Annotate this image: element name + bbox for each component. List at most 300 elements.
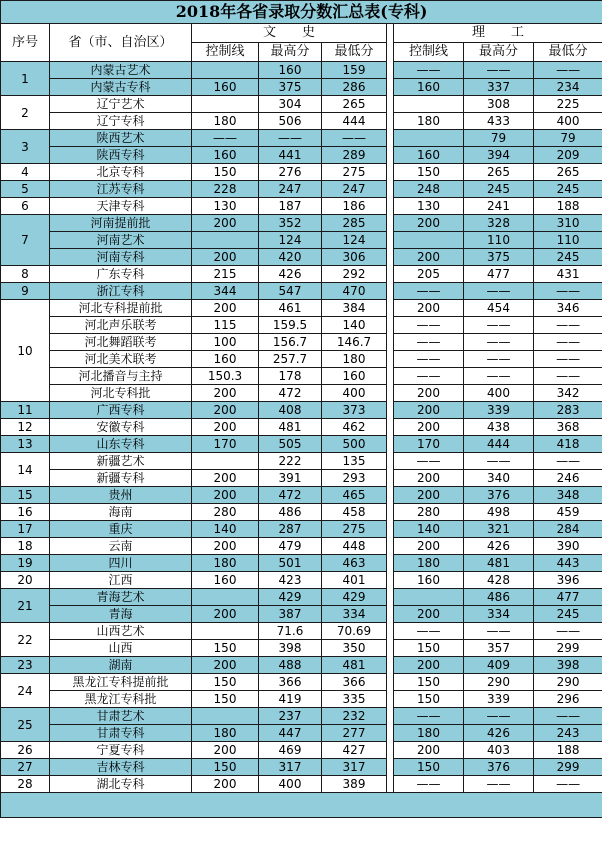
province-cell: 辽宁专科 <box>50 113 192 130</box>
wen-control-cell <box>192 589 259 606</box>
wen-max-cell: 441 <box>259 147 322 164</box>
li-min-cell: 296 <box>534 691 602 708</box>
wen-min-cell: 306 <box>322 249 387 266</box>
table-row <box>1 96 602 113</box>
li-max-cell: —— <box>464 351 534 368</box>
province-cell: 江西 <box>50 572 192 589</box>
wen-min-cell: 400 <box>322 385 387 402</box>
li-max-cell: 375 <box>464 249 534 266</box>
table-row <box>1 113 602 130</box>
wen-max-cell: 247 <box>259 181 322 198</box>
li-control-cell: 160 <box>394 147 464 164</box>
province-cell: 河北声乐联考 <box>50 317 192 334</box>
li-min-cell: 245 <box>534 181 602 198</box>
li-control-cell: 200 <box>394 385 464 402</box>
wen-control-cell: 200 <box>192 742 259 759</box>
wen-control-cell <box>192 96 259 113</box>
column-gap <box>387 198 394 215</box>
column-gap <box>387 708 394 725</box>
column-gap <box>387 742 394 759</box>
seq-cell: 28 <box>1 776 50 793</box>
li-control-cell: 150 <box>394 640 464 657</box>
li-control-cell: 200 <box>394 538 464 555</box>
footer-band-cell <box>1 793 602 818</box>
wen-min-cell: 265 <box>322 96 387 113</box>
li-max-cell: —— <box>464 62 534 79</box>
wen-min-cell: 500 <box>322 436 387 453</box>
province-cell: 黑龙江专科批 <box>50 691 192 708</box>
li-control-cell <box>394 96 464 113</box>
column-gap <box>387 334 394 351</box>
province-cell: 吉林专科 <box>50 759 192 776</box>
wen-min-cell: 277 <box>322 725 387 742</box>
seq-cell: 26 <box>1 742 50 759</box>
wen-max-cell: 472 <box>259 487 322 504</box>
wen-control-cell: 150 <box>192 674 259 691</box>
column-gap <box>387 725 394 742</box>
wen-min-cell: 293 <box>322 470 387 487</box>
wen-control-cell: 180 <box>192 555 259 572</box>
wen-min-cell: 384 <box>322 300 387 317</box>
li-control-cell: 130 <box>394 198 464 215</box>
li-min-cell: 209 <box>534 147 602 164</box>
title-row <box>1 1 602 24</box>
table-row <box>1 589 602 606</box>
header-li-control: 控制线 <box>394 43 464 62</box>
table-row <box>1 215 602 232</box>
li-min-cell: —— <box>534 334 602 351</box>
seq-cell: 2 <box>1 96 50 130</box>
li-max-cell: 337 <box>464 79 534 96</box>
wen-min-cell: 444 <box>322 113 387 130</box>
wen-max-cell: 547 <box>259 283 322 300</box>
li-control-cell: 170 <box>394 436 464 453</box>
wen-max-cell: 304 <box>259 96 322 113</box>
li-min-cell: —— <box>534 317 602 334</box>
province-cell: 青海 <box>50 606 192 623</box>
li-min-cell: 225 <box>534 96 602 113</box>
li-max-cell: —— <box>464 708 534 725</box>
li-min-cell: 418 <box>534 436 602 453</box>
wen-control-cell: 200 <box>192 419 259 436</box>
wen-min-cell: 427 <box>322 742 387 759</box>
li-control-cell: 200 <box>394 300 464 317</box>
li-min-cell: 290 <box>534 674 602 691</box>
seq-cell: 25 <box>1 708 50 742</box>
wen-min-cell: 285 <box>322 215 387 232</box>
wen-control-cell: 200 <box>192 402 259 419</box>
wen-control-cell: 344 <box>192 283 259 300</box>
wen-min-cell: 373 <box>322 402 387 419</box>
li-max-cell: —— <box>464 453 534 470</box>
seq-cell: 23 <box>1 657 50 674</box>
column-gap <box>387 453 394 470</box>
wen-max-cell: 419 <box>259 691 322 708</box>
wen-min-cell: 317 <box>322 759 387 776</box>
li-control-cell: —— <box>394 453 464 470</box>
table-row <box>1 368 602 385</box>
li-control-cell: 200 <box>394 470 464 487</box>
li-min-cell: 243 <box>534 725 602 742</box>
seq-cell: 24 <box>1 674 50 708</box>
wen-control-cell: 200 <box>192 215 259 232</box>
province-cell: 辽宁艺术 <box>50 96 192 113</box>
wen-control-cell: 200 <box>192 776 259 793</box>
li-max-cell: 409 <box>464 657 534 674</box>
wen-control-cell: 200 <box>192 300 259 317</box>
province-cell: 河北专科批 <box>50 385 192 402</box>
li-control-cell: 200 <box>394 402 464 419</box>
wen-min-cell: 275 <box>322 521 387 538</box>
column-gap <box>387 657 394 674</box>
province-cell: 安徽专科 <box>50 419 192 436</box>
li-control-cell: —— <box>394 351 464 368</box>
li-max-cell: 438 <box>464 419 534 436</box>
li-control-cell: 150 <box>394 674 464 691</box>
table-row <box>1 691 602 708</box>
wen-max-cell: 408 <box>259 402 322 419</box>
wen-control-cell: 150 <box>192 640 259 657</box>
table-row <box>1 623 602 640</box>
li-min-cell: 234 <box>534 79 602 96</box>
li-control-cell: 150 <box>394 691 464 708</box>
wen-min-cell: 180 <box>322 351 387 368</box>
wen-control-cell <box>192 453 259 470</box>
table-row <box>1 317 602 334</box>
column-gap <box>387 521 394 538</box>
li-control-cell: 200 <box>394 419 464 436</box>
wen-min-cell: 159 <box>322 62 387 79</box>
wen-control-cell: 115 <box>192 317 259 334</box>
li-max-cell: 403 <box>464 742 534 759</box>
li-min-cell: 431 <box>534 266 602 283</box>
column-gap <box>387 572 394 589</box>
wen-max-cell: 71.6 <box>259 623 322 640</box>
wen-min-cell: 146.7 <box>322 334 387 351</box>
province-cell: 山西 <box>50 640 192 657</box>
province-cell: 陕西专科 <box>50 147 192 164</box>
wen-min-cell: 289 <box>322 147 387 164</box>
province-cell: 河南提前批 <box>50 215 192 232</box>
wen-control-cell: 140 <box>192 521 259 538</box>
li-max-cell: 265 <box>464 164 534 181</box>
li-control-cell: 200 <box>394 215 464 232</box>
wen-max-cell: 479 <box>259 538 322 555</box>
li-max-cell: 486 <box>464 589 534 606</box>
column-gap <box>387 147 394 164</box>
li-min-cell: —— <box>534 453 602 470</box>
table-row <box>1 181 602 198</box>
li-min-cell: 342 <box>534 385 602 402</box>
seq-cell: 7 <box>1 215 50 266</box>
wen-max-cell: 276 <box>259 164 322 181</box>
li-min-cell: 284 <box>534 521 602 538</box>
table-row <box>1 606 602 623</box>
wen-max-cell: 159.5 <box>259 317 322 334</box>
li-max-cell: —— <box>464 317 534 334</box>
wen-control-cell: 160 <box>192 572 259 589</box>
header-province: 省（市、自治区） <box>50 24 192 62</box>
li-min-cell: 396 <box>534 572 602 589</box>
li-min-cell: —— <box>534 708 602 725</box>
column-gap <box>387 487 394 504</box>
table-row <box>1 470 602 487</box>
province-cell: 青海艺术 <box>50 589 192 606</box>
wen-max-cell: 506 <box>259 113 322 130</box>
wen-max-cell: 488 <box>259 657 322 674</box>
wen-max-cell: 237 <box>259 708 322 725</box>
province-cell: 河北舞蹈联考 <box>50 334 192 351</box>
wen-control-cell: 215 <box>192 266 259 283</box>
table-row <box>1 504 602 521</box>
table-row <box>1 232 602 249</box>
li-max-cell: 428 <box>464 572 534 589</box>
wen-max-cell: 447 <box>259 725 322 742</box>
column-gap <box>387 436 394 453</box>
seq-cell: 17 <box>1 521 50 538</box>
li-control-cell: 150 <box>394 759 464 776</box>
wen-max-cell: 420 <box>259 249 322 266</box>
li-max-cell: 444 <box>464 436 534 453</box>
wen-min-cell: 463 <box>322 555 387 572</box>
li-min-cell: 79 <box>534 130 602 147</box>
wen-control-cell: 180 <box>192 725 259 742</box>
table-row <box>1 62 602 79</box>
wen-min-cell: 286 <box>322 79 387 96</box>
wen-max-cell: 429 <box>259 589 322 606</box>
table-row <box>1 249 602 266</box>
table-row <box>1 742 602 759</box>
province-cell: 云南 <box>50 538 192 555</box>
li-min-cell: 443 <box>534 555 602 572</box>
wen-min-cell: 335 <box>322 691 387 708</box>
wen-max-cell: —— <box>259 130 322 147</box>
table-row <box>1 555 602 572</box>
table-row <box>1 521 602 538</box>
column-gap <box>387 623 394 640</box>
column-gap <box>387 640 394 657</box>
li-control-cell: 160 <box>394 79 464 96</box>
li-control-cell: 200 <box>394 249 464 266</box>
li-control-cell: 280 <box>394 504 464 521</box>
wen-max-cell: 160 <box>259 62 322 79</box>
province-cell: 贵州 <box>50 487 192 504</box>
column-gap <box>387 215 394 232</box>
wen-max-cell: 486 <box>259 504 322 521</box>
wen-max-cell: 423 <box>259 572 322 589</box>
province-cell: 黑龙江专科提前批 <box>50 674 192 691</box>
province-cell: 甘肃专科 <box>50 725 192 742</box>
wen-control-cell: 150 <box>192 691 259 708</box>
li-max-cell: 79 <box>464 130 534 147</box>
column-gap <box>387 385 394 402</box>
wen-control-cell: 170 <box>192 436 259 453</box>
wen-max-cell: 257.7 <box>259 351 322 368</box>
column-gap <box>387 351 394 368</box>
li-max-cell: 426 <box>464 538 534 555</box>
wen-max-cell: 387 <box>259 606 322 623</box>
column-gap <box>387 402 394 419</box>
province-cell: 四川 <box>50 555 192 572</box>
seq-cell: 20 <box>1 572 50 589</box>
wen-max-cell: 391 <box>259 470 322 487</box>
wen-min-cell: 292 <box>322 266 387 283</box>
wen-control-cell: 200 <box>192 657 259 674</box>
li-max-cell: 321 <box>464 521 534 538</box>
province-cell: 河南专科 <box>50 249 192 266</box>
wen-max-cell: 461 <box>259 300 322 317</box>
province-cell: 广西专科 <box>50 402 192 419</box>
wen-max-cell: 400 <box>259 776 322 793</box>
li-min-cell: —— <box>534 623 602 640</box>
seq-cell: 1 <box>1 62 50 96</box>
li-min-cell: 398 <box>534 657 602 674</box>
province-cell: 河南艺术 <box>50 232 192 249</box>
li-control-cell: 200 <box>394 606 464 623</box>
li-min-cell: —— <box>534 62 602 79</box>
column-gap <box>387 283 394 300</box>
wen-min-cell: —— <box>322 130 387 147</box>
province-cell: 湖南 <box>50 657 192 674</box>
li-min-cell: 346 <box>534 300 602 317</box>
wen-control-cell: 130 <box>192 198 259 215</box>
table-row <box>1 776 602 793</box>
table-row <box>1 164 602 181</box>
li-max-cell: 498 <box>464 504 534 521</box>
column-gap <box>387 691 394 708</box>
li-control-cell: —— <box>394 708 464 725</box>
wen-min-cell: 140 <box>322 317 387 334</box>
column-gap <box>387 300 394 317</box>
seq-cell: 5 <box>1 181 50 198</box>
wen-min-cell: 275 <box>322 164 387 181</box>
seq-cell: 10 <box>1 300 50 402</box>
table-row <box>1 640 602 657</box>
li-min-cell: 188 <box>534 742 602 759</box>
column-gap <box>387 589 394 606</box>
wen-min-cell: 389 <box>322 776 387 793</box>
province-cell: 山东专科 <box>50 436 192 453</box>
table-row <box>1 453 602 470</box>
header-seq: 序号 <box>1 24 50 62</box>
province-cell: 海南 <box>50 504 192 521</box>
wen-max-cell: 469 <box>259 742 322 759</box>
li-min-cell: —— <box>534 351 602 368</box>
li-min-cell: 390 <box>534 538 602 555</box>
province-cell: 河北专科提前批 <box>50 300 192 317</box>
li-min-cell: 348 <box>534 487 602 504</box>
li-control-cell: 205 <box>394 266 464 283</box>
wen-control-cell: 200 <box>192 385 259 402</box>
wen-control-cell: 280 <box>192 504 259 521</box>
table-row <box>1 657 602 674</box>
li-control-cell: 180 <box>394 113 464 130</box>
li-max-cell: 400 <box>464 385 534 402</box>
wen-min-cell: 160 <box>322 368 387 385</box>
wen-max-cell: 124 <box>259 232 322 249</box>
seq-cell: 6 <box>1 198 50 215</box>
li-max-cell: 339 <box>464 691 534 708</box>
table-row <box>1 487 602 504</box>
li-control-cell: —— <box>394 368 464 385</box>
province-cell: 天津专科 <box>50 198 192 215</box>
wen-max-cell: 505 <box>259 436 322 453</box>
column-gap <box>387 555 394 572</box>
wen-control-cell: 160 <box>192 351 259 368</box>
column-gap <box>387 266 394 283</box>
wen-min-cell: 470 <box>322 283 387 300</box>
seq-cell: 18 <box>1 538 50 555</box>
li-min-cell: 265 <box>534 164 602 181</box>
li-control-cell: —— <box>394 623 464 640</box>
wen-min-cell: 350 <box>322 640 387 657</box>
wen-control-cell: 228 <box>192 181 259 198</box>
wen-min-cell: 232 <box>322 708 387 725</box>
li-control-cell <box>394 232 464 249</box>
wen-min-cell: 481 <box>322 657 387 674</box>
column-gap <box>387 470 394 487</box>
province-cell: 浙江专科 <box>50 283 192 300</box>
wen-min-cell: 429 <box>322 589 387 606</box>
wen-min-cell: 124 <box>322 232 387 249</box>
li-control-cell: —— <box>394 776 464 793</box>
table-row <box>1 572 602 589</box>
table-row <box>1 300 602 317</box>
li-control-cell: 200 <box>394 657 464 674</box>
li-control-cell: 200 <box>394 487 464 504</box>
li-max-cell: —— <box>464 623 534 640</box>
li-max-cell: 481 <box>464 555 534 572</box>
seq-cell: 11 <box>1 402 50 419</box>
province-cell: 山西艺术 <box>50 623 192 640</box>
wen-max-cell: 352 <box>259 215 322 232</box>
column-gap <box>387 606 394 623</box>
column-gap <box>387 776 394 793</box>
column-gap <box>387 24 394 62</box>
wen-control-cell: 160 <box>192 147 259 164</box>
wen-min-cell: 186 <box>322 198 387 215</box>
column-gap <box>387 96 394 113</box>
table-row <box>1 283 602 300</box>
li-min-cell: —— <box>534 776 602 793</box>
column-gap <box>387 759 394 776</box>
column-gap <box>387 674 394 691</box>
li-min-cell: 310 <box>534 215 602 232</box>
province-cell: 广东专科 <box>50 266 192 283</box>
li-min-cell: 246 <box>534 470 602 487</box>
header-li-min: 最低分 <box>534 43 602 62</box>
table-row <box>1 130 602 147</box>
wen-control-cell: 200 <box>192 470 259 487</box>
li-min-cell: 299 <box>534 640 602 657</box>
wen-max-cell: 501 <box>259 555 322 572</box>
li-min-cell: 459 <box>534 504 602 521</box>
wen-max-cell: 398 <box>259 640 322 657</box>
seq-cell: 15 <box>1 487 50 504</box>
li-max-cell: 376 <box>464 759 534 776</box>
li-max-cell: —— <box>464 334 534 351</box>
table-row <box>1 708 602 725</box>
wen-control-cell: 200 <box>192 487 259 504</box>
province-cell: 重庆 <box>50 521 192 538</box>
header-wen-control: 控制线 <box>192 43 259 62</box>
li-max-cell: 376 <box>464 487 534 504</box>
seq-cell: 22 <box>1 623 50 657</box>
wen-max-cell: 222 <box>259 453 322 470</box>
table-row <box>1 759 602 776</box>
province-cell: 内蒙古专科 <box>50 79 192 96</box>
wen-control-cell: 200 <box>192 538 259 555</box>
